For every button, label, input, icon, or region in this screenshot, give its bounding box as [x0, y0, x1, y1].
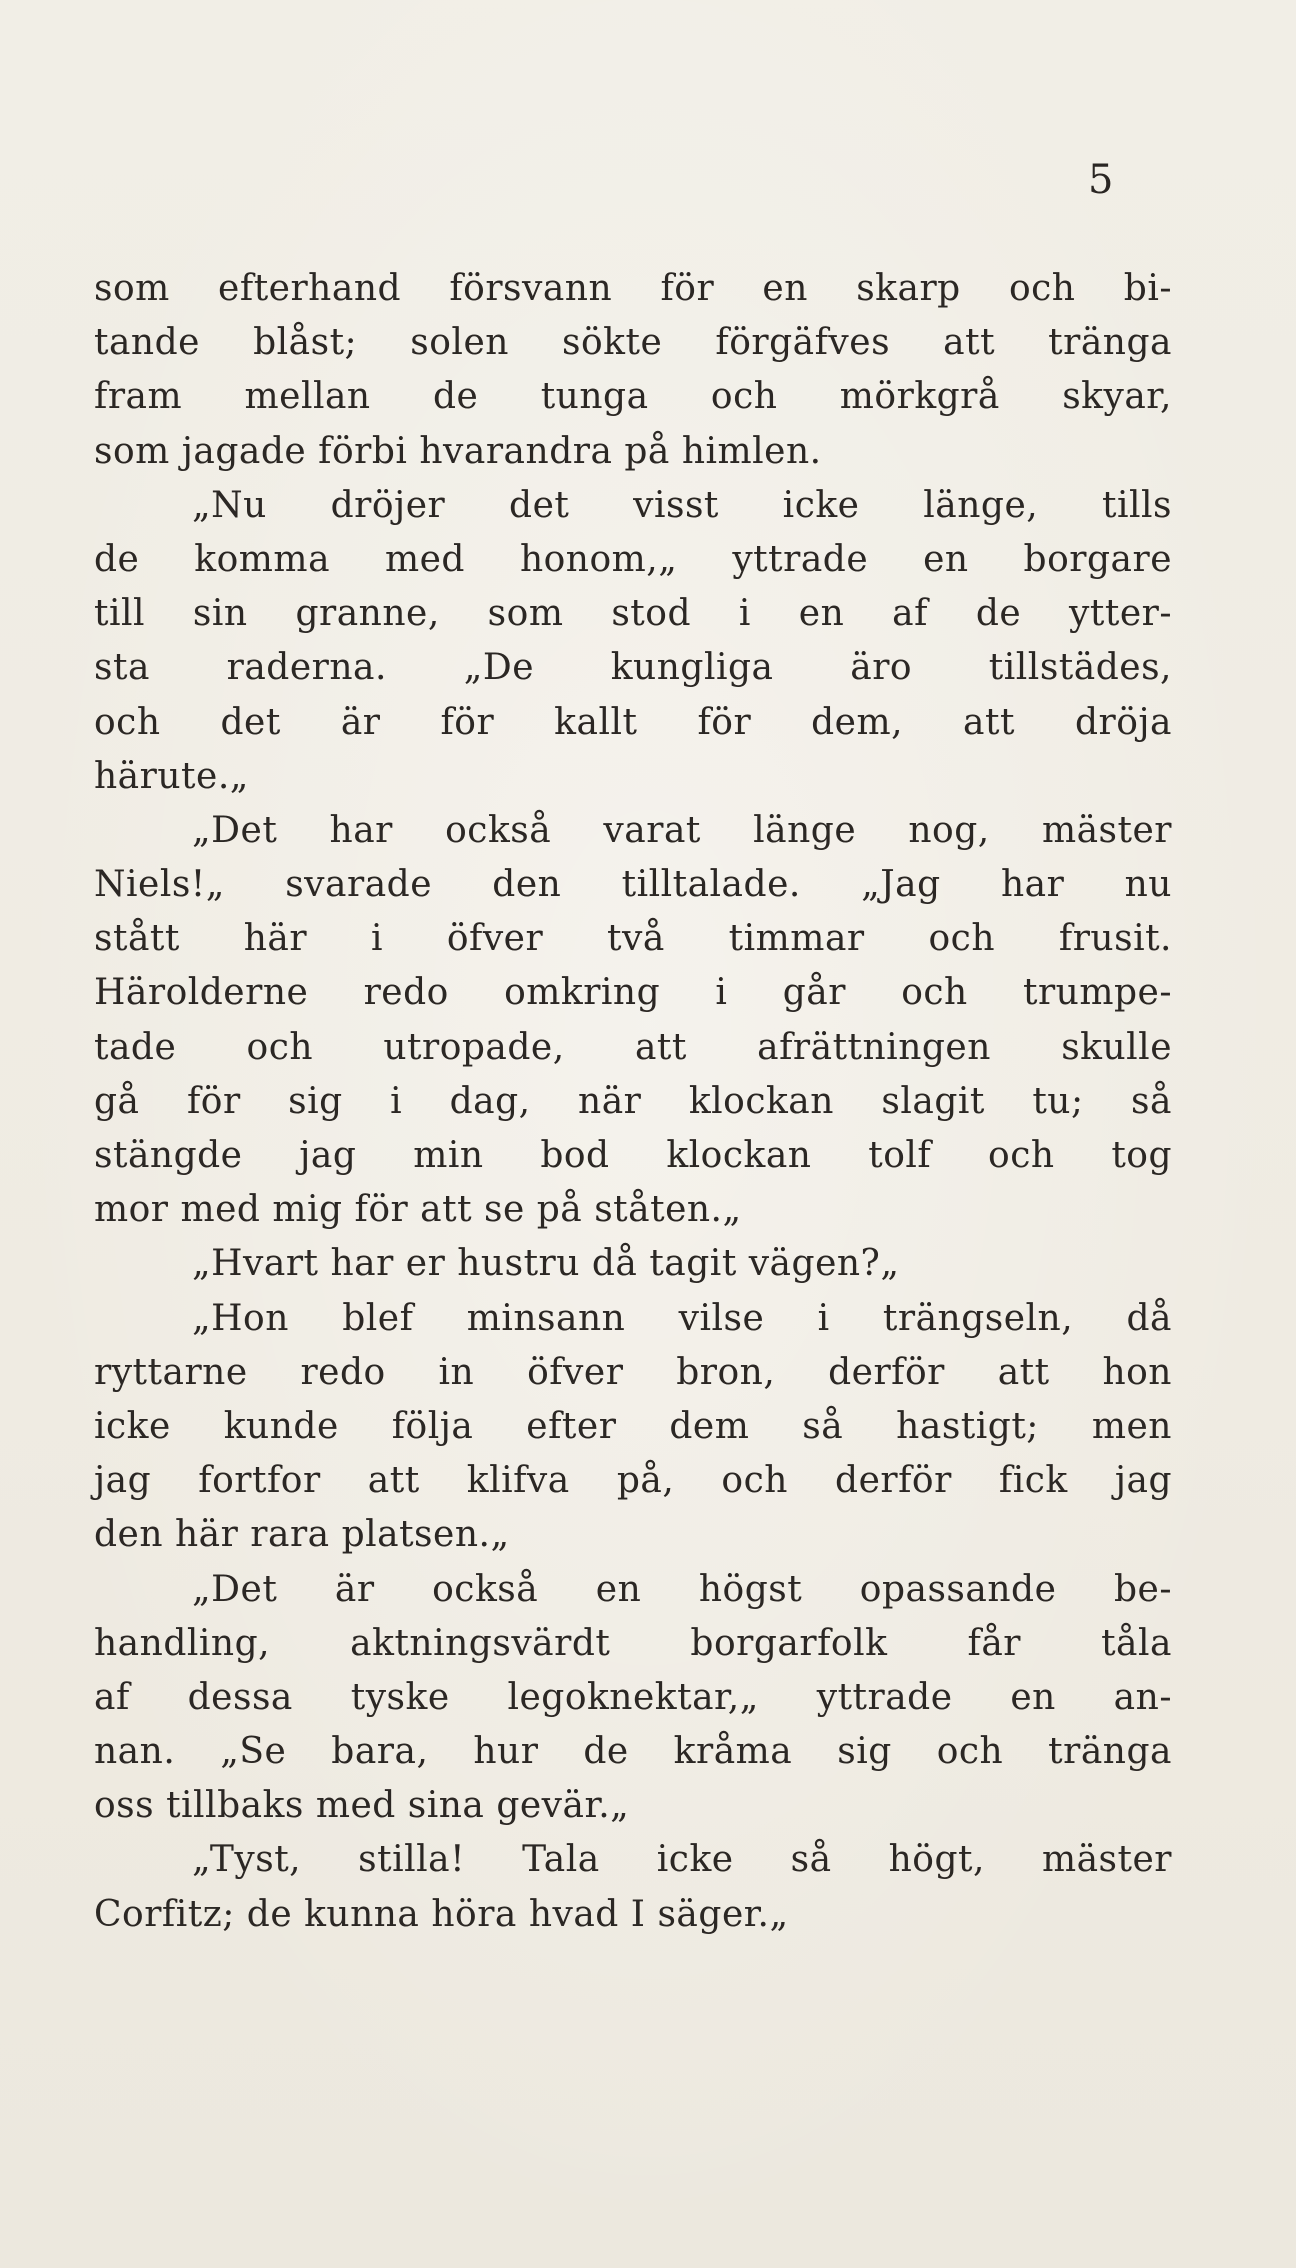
text-line: till sin granne, som stod i en af de ytter- — [94, 593, 1172, 635]
text-line: sta raderna. „De kungliga äro tillstädes, — [94, 647, 1172, 689]
text-line: oss tillbaks med sina gevär.„ — [94, 1785, 630, 1827]
text-line: „Nu dröjer det visst icke länge, tills — [192, 484, 1172, 526]
text-line: jag fortfor att klifva på, och derför fick jag — [94, 1460, 1172, 1502]
text-line: tande blåst; solen sökte förgäfves att tränga — [94, 322, 1172, 364]
text-line: som efterhand försvann för en skarp och bi- — [94, 268, 1172, 309]
text-line: „Det har också varat länge nog, mäster — [192, 809, 1172, 851]
page-number: 5 — [1088, 157, 1114, 203]
text-line: som jagade förbi hvarandra på himlen. — [94, 430, 822, 472]
text-line: de komma med honom,„ yttrade en borgare — [94, 538, 1172, 580]
text-line: handling, aktningsvärdt borgarfolk får tåla — [94, 1622, 1172, 1664]
text-line: Niels!„ svarade den tilltalade. „Jag har nu — [94, 864, 1172, 906]
text-line: tade och utropade, att afrättningen skulle — [94, 1026, 1172, 1068]
text-line: stått här i öfver två timmar och frusit. — [94, 918, 1172, 960]
body-text — [94, 262, 1172, 1942]
text-line: mor med mig för att se på ståten.„ — [94, 1189, 742, 1231]
text-line: den här rara platsen.„ — [94, 1514, 510, 1556]
text-line: „Det är också en högst opassande be- — [192, 1568, 1172, 1610]
text-line: stängde jag min bod klockan tolf och tog — [94, 1135, 1172, 1176]
text-line: och det är för kallt för dem, att dröja — [94, 701, 1172, 743]
text-line: gå för sig i dag, när klockan slagit tu; så — [94, 1080, 1172, 1122]
text-line: „Tyst, stilla! Tala icke så högt, mäster — [192, 1839, 1172, 1881]
text-line: ryttarne redo in öfver bron, derför att hon — [94, 1351, 1172, 1393]
text-line: härute.„ — [94, 755, 249, 797]
text-line: icke kunde följa efter dem så hastigt; men — [94, 1405, 1172, 1447]
text-line: fram mellan de tunga och mörkgrå skyar, — [94, 376, 1172, 418]
text-line: nan. „Se bara, hur de kråma sig och tränga — [94, 1731, 1172, 1773]
text-line: „Hvart har er hustru då tagit vägen?„ — [192, 1243, 900, 1285]
text-line: „Hon blef minsann vilse i trängseln, då — [192, 1297, 1172, 1339]
text-line: Härolderne redo omkring i går och trumpe- — [94, 972, 1172, 1014]
text-line: af dessa tyske legoknektar,„ yttrade en an- — [94, 1676, 1172, 1718]
text-line: Corfitz; de kunna höra hvad I säger.„ — [94, 1893, 789, 1935]
